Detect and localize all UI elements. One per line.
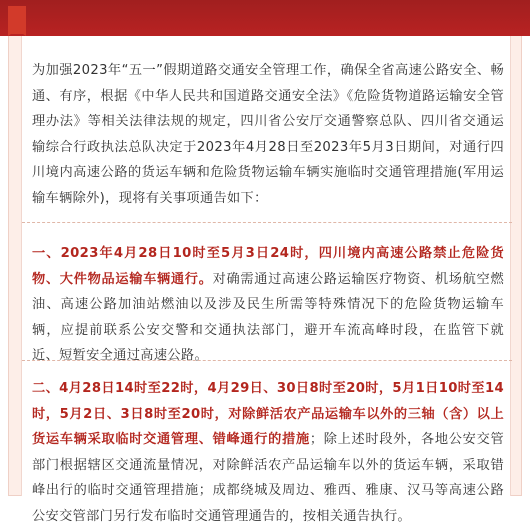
notice-body <box>21 36 511 524</box>
notice-card <box>8 36 522 524</box>
divider <box>22 360 512 361</box>
divider <box>22 222 512 223</box>
intro-paragraph: 为加强2023年“五一”假期道路交通安全管理工作，确保全省高速公路安全、畅通、有序，根据《中华人民共和国道路交通安全法》《危险货物道路运输安全管理办法》等相关法律法规的规定，四川省公安厅交通警察总队、四川省交通运输综合行政执法总队决定于2023年4月28日至2023年5月3日期间，对通行四川境内高速公路的货运车辆和危险货物运输车辆实施临时交通管理措施(军用运输车辆除外)，现将有关事项通告如下： <box>32 63 504 206</box>
item-2-paragraph <box>32 376 504 529</box>
item-2-highlight: 4月28日14时至22时，4月29日、30日8时至20时，5月1日10时至14时，5月2日、3日8时至20时，对除鲜活农产品运输车以外的三轴（含）以上货运车辆采取临时交通管理、错峰通行的措施 <box>32 381 505 447</box>
item-1-paragraph <box>32 241 504 369</box>
item-1-body: 对确需通过高速公路运输医疗物资、机场航空燃油、高速公路加油站燃油以及涉及民生所需等特殊情况下的危险货物运输车辆，应提前联系公安交警和交通执法部门，避开车流高峰时段，在监管下就近、短暂安全通过高速公路。 <box>32 271 504 363</box>
item-2-body: ；除上述时段外，各地公安交管部门根据辖区交通流量情况，对除鲜活农产品运输车以外的货运车辆，采取错峰出行的临时交通管理措施；成都绕城及周边、雅西、雅康、汉马等高速公路公安交管部门另行发布临时交通管理通告的，按相关通告执行。 <box>32 432 504 524</box>
item-1-number: 一、 <box>32 246 61 261</box>
item-1-highlight: 2023年4月28日10时至5月3日24时，四川境内高速公路禁止危险货物、大件物品运输车辆通行。 <box>32 246 504 287</box>
item-2-number: 二、 <box>32 381 60 396</box>
header-banner <box>0 0 530 36</box>
